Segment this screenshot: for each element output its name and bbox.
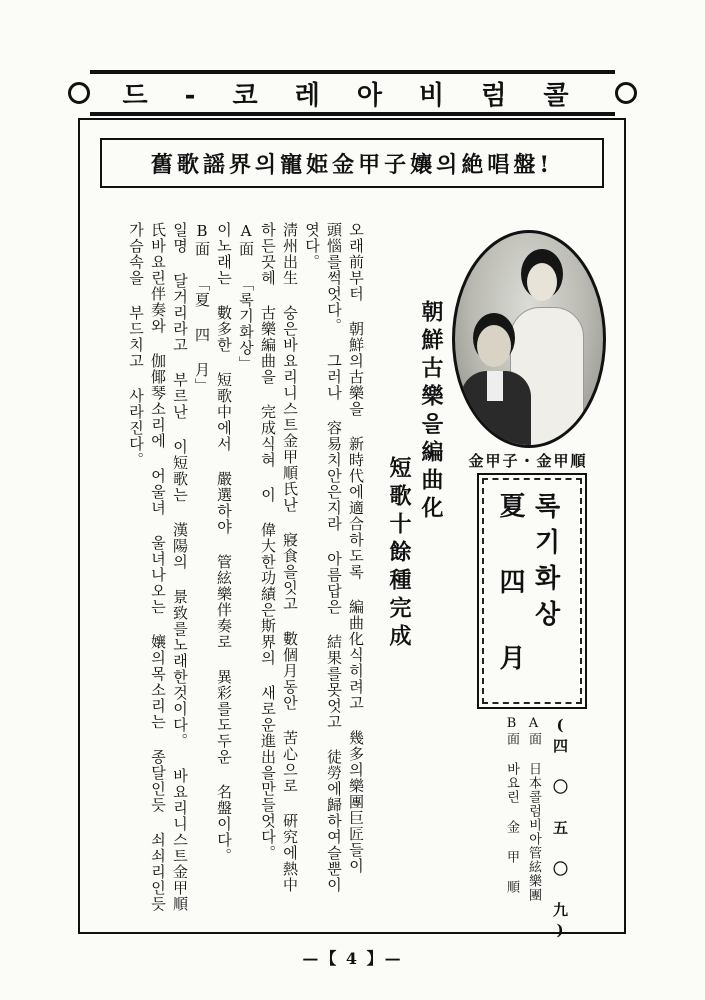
side-a-credit: A面 日本콜럼비아管絃樂團 <box>526 716 541 902</box>
headline-text: 舊歌謡界의寵姫金甲子孃의絶唱盤! <box>150 151 554 178</box>
body-column-1: 오래前부터 朝鮮의古樂을 新時代에適合하도록 編曲化식히려고 幾多의樂團巨匠들이 <box>347 222 365 874</box>
side-b-credit: B面 바요린 金 甲 順 <box>504 716 519 894</box>
page-number: —【 4 】— <box>302 949 403 968</box>
banner-text: 드 - 코 레 아 비 럼 콜 <box>122 80 583 111</box>
body-column-5: 하든끗헤 古樂編曲을 完成식혀 이 偉大한功績은斯界의 새로운進出을만들엇다。 <box>259 222 277 861</box>
woman-head <box>527 263 557 301</box>
catalog-number: (四 〇 五 〇 九) <box>551 716 569 943</box>
subtitle-line-1: 朝鮮古樂을編曲化 <box>418 300 444 524</box>
columbia-korea-banner <box>90 70 615 116</box>
record-title-a: 록기화상 <box>530 492 560 636</box>
body-column-6: A面 「록기화상」 <box>237 222 255 372</box>
body-column-3: 엿다。 <box>303 222 321 270</box>
headline-box <box>100 138 604 188</box>
body-column-11: 가슴속을 부드치고 사라진다。 <box>127 222 145 468</box>
body-column-4: 淸州出生 숭은바요리니스트金甲順氏난 寢食을잇고 數個月동안 苦心으로 硏究에熱中 <box>281 222 299 893</box>
body-column-2: 頭惱를썩엇다。 그러나 容易치안은지라 아름답은 結果를못엇고 徒勞에歸하여슬뿐이 <box>325 222 343 893</box>
body-column-10: 氏바요린伴奏와 伽倻琴소리에 어울녀 울녀나오는 孃의목소리는 종달인듯 쇠쇠리인듯 <box>149 222 167 912</box>
body-column-7: 이노래는 數多한 短歌中에서 嚴選하야 管絃樂伴奏로 異彩를도두운 名盤이다。 <box>215 222 233 864</box>
body-column-8: B面 「夏 四 月」 <box>193 222 211 394</box>
record-title-b: 夏 四 月 <box>495 492 525 680</box>
man-head <box>477 325 511 367</box>
body-column-9: 일명 달거리라고 부르난 이短歌는 漢陽의 景致를노래한것이다。 바요리니스트金甲順 <box>171 222 189 912</box>
man-collar <box>487 371 503 401</box>
portrait-photo <box>452 230 606 448</box>
photo-caption: 金甲子・金甲順 <box>468 452 588 470</box>
subtitle-line-2: 短歌十餘種完成 <box>386 456 412 652</box>
